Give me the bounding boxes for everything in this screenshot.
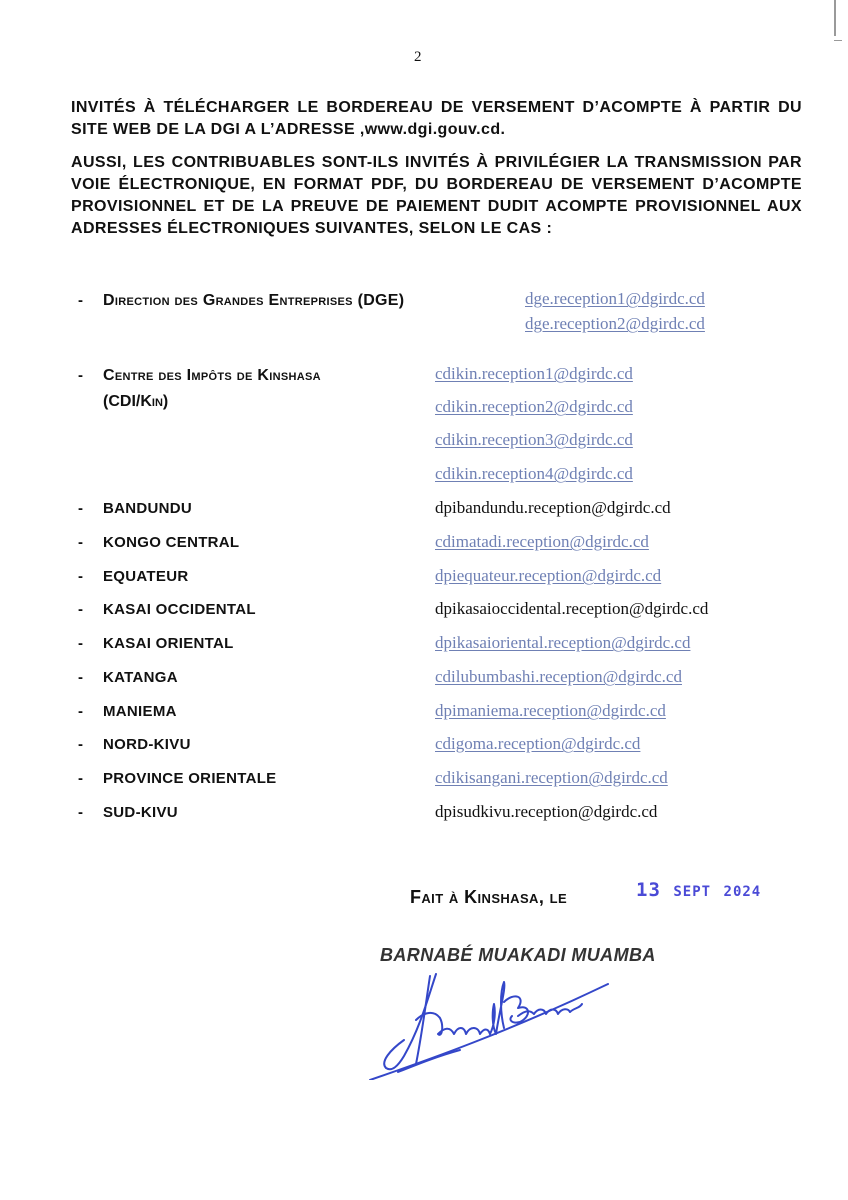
email-link[interactable]: dpikasaioriental.reception@dgirdc.cd [435,633,691,652]
office-label: Direction des Grandes Entreprises (DGE) [103,292,405,309]
list-item-province-orientale [0,768,848,792]
page-number: 2 [414,49,422,65]
bullet-dash: - [78,635,83,652]
paragraph-electronic-transmission: AUSSI, LES CONTRIBUABLES SONT-ILS INVITÉS À PRIVILÉGIER LA TRANSMISSION PAR VOIE ÉLECTRONIQUE, EN FORMAT PDF, DU BORDEREAU DE VERSEMENT D’ACOMPTE PROVISIONNEL ET DE LA PREUVE DE PAIEMENT DUDIT ACOMPTE PROVISIONNEL AUX ADRESSES ÉLECTRONIQUES SUIVANTES, SELON LE CAS : [71,154,802,237]
list-item-kongo-central [0,532,848,556]
bullet-dash: - [78,770,83,787]
email-link[interactable]: dge.reception1@dgirdc.cd [525,289,705,308]
list-item-sud-kivu [0,802,848,826]
province-label: KASAI ORIENTAL [103,635,234,652]
date-stamp-day: 13 [636,879,661,901]
province-label: KATANGA [103,669,178,686]
email-link[interactable]: cdigoma.reception@dgirdc.cd [435,734,641,753]
list-item-maniema [0,701,848,725]
bullet-dash: - [78,669,83,686]
paragraph-download-instructions: INVITÉS À TÉLÉCHARGER LE BORDEREAU DE VERSEMENT D’ACOMPTE À PARTIR DU SITE WEB DE LA DGI A L’ADRESSE ,www.dgi.gouv.cd. [71,99,802,138]
office-label-abbrev: (CDI/Kin) [103,393,169,410]
scan-edge-line [834,0,836,36]
list-item-cdi-kin [0,364,848,483]
email-address: dpibandundu.reception@dgirdc.cd [435,498,671,517]
province-label: SUD-KIVU [103,804,178,821]
list-item-kasai-oriental [0,633,848,657]
email-link[interactable]: cdikin.reception3@dgirdc.cd [435,430,633,449]
province-label: KONGO CENTRAL [103,534,240,551]
list-item-dge [0,289,848,333]
province-label: EQUATEUR [103,568,189,585]
bullet-dash: - [78,736,83,753]
list-item-kasai-occidental [0,599,848,623]
province-label: KASAI OCCIDENTAL [103,601,256,618]
office-label: Centre des Impôts de Kinshasa [103,367,321,384]
bullet-dash: - [78,703,83,720]
bullet-dash: - [78,292,83,309]
list-item-equateur [0,566,848,590]
email-link[interactable]: cdikin.reception1@dgirdc.cd [435,364,633,383]
bullet-dash: - [78,804,83,821]
date-stamp [636,877,761,905]
bullet-dash: - [78,367,83,384]
email-link[interactable]: dpimaniema.reception@dgirdc.cd [435,701,666,720]
date-stamp-month: SEPT [673,884,712,900]
email-link[interactable]: dpiequateur.reception@dgirdc.cd [435,566,662,585]
scan-edge-mark [834,40,842,41]
email-link[interactable]: cdikin.reception4@dgirdc.cd [435,464,633,483]
email-link[interactable]: dge.reception2@dgirdc.cd [525,314,705,333]
place-of-signature: Fait à Kinshasa, le [410,887,568,907]
list-item-bandundu [0,498,848,522]
email-address: dpikasaioccidental.reception@dgirdc.cd [435,599,709,618]
date-stamp-year: 2024 [723,884,762,900]
email-link[interactable]: cdikin.reception2@dgirdc.cd [435,397,633,416]
bullet-dash: - [78,500,83,517]
bullet-dash: - [78,568,83,585]
signatory-name: BARNABÉ MUAKADI MUAMBA [380,945,656,965]
province-label: BANDUNDU [103,500,193,517]
bullet-dash: - [78,601,83,618]
province-label: PROVINCE ORIENTALE [103,770,277,787]
email-address: dpisudkivu.reception@dgirdc.cd [435,802,658,821]
email-link[interactable]: cdimatadi.reception@dgirdc.cd [435,532,649,551]
email-link[interactable]: cdilubumbashi.reception@dgirdc.cd [435,667,682,686]
list-item-nord-kivu [0,734,848,758]
province-label: MANIEMA [103,703,177,720]
list-item-katanga [0,667,848,691]
handwritten-signature [368,968,618,1080]
province-label: NORD-KIVU [103,736,191,753]
email-link[interactable]: cdikisangani.reception@dgirdc.cd [435,768,668,787]
bullet-dash: - [78,534,83,551]
